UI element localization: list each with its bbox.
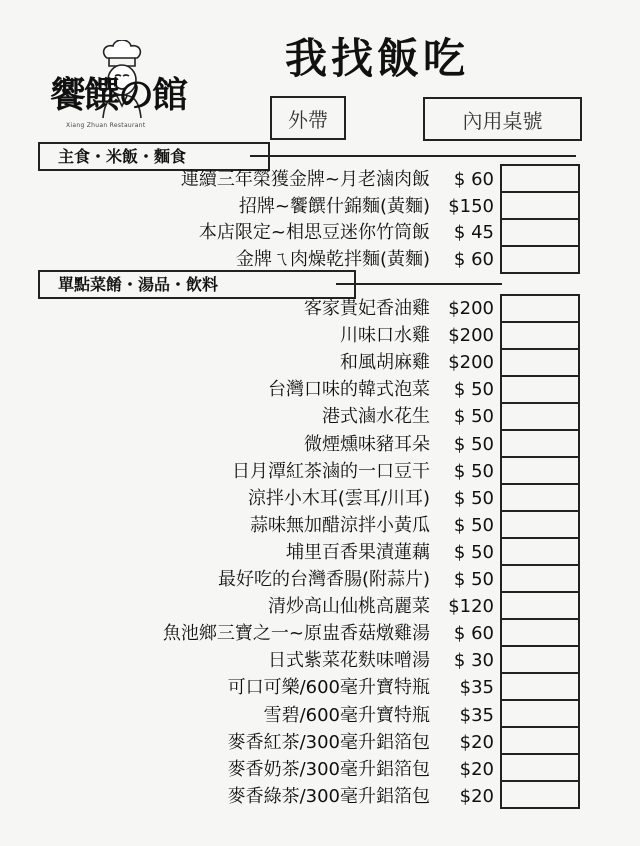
item-price: $20	[459, 758, 494, 780]
item-price: $ 50	[453, 433, 494, 455]
item-price: $ 50	[453, 514, 494, 536]
item-name: 涼拌小木耳(雲耳/川耳)	[247, 487, 430, 509]
item-name: 港式滷水花生	[322, 406, 430, 428]
item-price: $ 60	[453, 248, 494, 270]
quantity-cell[interactable]	[502, 782, 578, 809]
menu-item	[228, 730, 494, 756]
item-name: 微煙燻味豬耳朵	[304, 433, 430, 455]
menu-item	[181, 167, 494, 193]
quantity-cell[interactable]	[502, 296, 578, 323]
section-divider	[250, 155, 576, 157]
quantity-cell[interactable]	[502, 247, 578, 274]
item-name: 可口可樂/600毫升寶特瓶	[227, 677, 430, 699]
menu-item	[236, 247, 494, 273]
quantity-cell[interactable]	[502, 620, 578, 647]
item-price: $ 50	[453, 487, 494, 509]
side-quantity-grid	[500, 294, 580, 809]
item-price: $ 50	[453, 406, 494, 428]
quantity-cell[interactable]	[502, 220, 578, 247]
menu-item	[228, 784, 494, 810]
item-name: 日式紫菜花麩味噌湯	[268, 650, 430, 672]
quantity-cell[interactable]	[502, 512, 578, 539]
item-price: $20	[459, 731, 494, 753]
quantity-cell[interactable]	[502, 323, 578, 350]
quantity-cell[interactable]	[502, 539, 578, 566]
item-name: 埔里百香果漬蓮藕	[286, 541, 430, 563]
takeout-option[interactable]	[270, 96, 346, 140]
quantity-cell[interactable]	[502, 350, 578, 377]
section-divider	[336, 283, 502, 285]
item-name: 客家貴妃香油雞	[304, 298, 430, 319]
menu-item	[248, 486, 494, 512]
item-name: 魚池鄉三寶之一~原盅香菇燉雞湯	[162, 623, 430, 645]
item-name: 本店限定~相思豆迷你竹筒飯	[198, 222, 430, 243]
menu-item	[340, 323, 494, 349]
item-name: 台灣口味的韓式泡菜	[268, 379, 430, 401]
menu-item	[304, 432, 494, 458]
quantity-cell[interactable]	[502, 593, 578, 620]
item-price: $ 30	[453, 650, 494, 672]
item-name: 雪碧/600毫升寶特瓶	[263, 704, 430, 726]
item-name: 麥香綠茶/300毫升鋁箔包	[227, 785, 430, 807]
dine-in-table-number[interactable]	[423, 97, 582, 141]
menu-item	[268, 648, 494, 674]
logo-text: 饗饌の館	[50, 75, 187, 116]
menu-item	[232, 459, 494, 485]
quantity-cell[interactable]	[502, 728, 578, 755]
item-name: 麥香紅茶/300毫升鋁箔包	[227, 731, 430, 753]
quantity-cell[interactable]	[502, 647, 578, 674]
quantity-cell[interactable]	[502, 701, 578, 728]
item-price: $ 50	[453, 541, 494, 563]
item-name: 麥香奶茶/300毫升鋁箔包	[227, 758, 430, 780]
quantity-cell[interactable]	[502, 431, 578, 458]
item-price: $200	[448, 352, 494, 374]
item-price: $35	[459, 677, 494, 699]
item-name: 和風胡麻雞	[340, 352, 430, 374]
section-header-sides: 單點菜餚・湯品・飲料	[38, 270, 356, 299]
menu-item	[264, 703, 494, 729]
quantity-cell[interactable]	[502, 404, 578, 431]
item-name: 最好吃的台灣香腸(附蒜片)	[217, 569, 430, 590]
logo-subtitle: Xiang Zhuan Restaurant	[66, 122, 146, 129]
quantity-cell[interactable]	[502, 193, 578, 220]
menu-item	[268, 594, 494, 620]
item-name: 川味口水雞	[340, 325, 430, 347]
item-name: 清炒高山仙桃高麗菜	[268, 596, 430, 618]
item-price: $150	[448, 195, 494, 217]
menu-item	[228, 675, 494, 701]
menu-item	[163, 621, 494, 647]
item-price: $35	[459, 704, 494, 726]
item-name: 連續三年榮獲金牌~月老滷肉飯	[180, 169, 430, 190]
menu-item	[286, 540, 494, 566]
quantity-cell[interactable]	[502, 377, 578, 404]
item-price: $ 50	[453, 460, 494, 482]
menu-item	[304, 296, 494, 322]
item-price: $ 50	[453, 569, 494, 590]
main-quantity-grid	[500, 164, 580, 274]
item-name: 日月潭紅茶滷的一口豆干	[232, 460, 430, 482]
item-price: $ 50	[453, 379, 494, 401]
quantity-cell[interactable]	[502, 674, 578, 701]
quantity-cell[interactable]	[502, 755, 578, 782]
item-price: $200	[448, 298, 494, 319]
menu-item	[268, 377, 494, 403]
item-name: 招牌~饗饌什錦麵(黃麵)	[238, 195, 430, 217]
menu-item	[199, 220, 494, 246]
quantity-cell[interactable]	[502, 485, 578, 512]
item-name: 金牌ㄟ肉燥乾拌麵(黃麵)	[235, 248, 430, 270]
quantity-cell[interactable]	[502, 458, 578, 485]
menu-item	[322, 404, 494, 430]
item-price: $20	[459, 785, 494, 807]
quantity-cell[interactable]	[502, 566, 578, 593]
takeout-label: 外帶	[288, 107, 328, 132]
quantity-cell[interactable]	[502, 166, 578, 193]
page-title: 我找飯吃	[285, 34, 470, 83]
menu-item	[239, 194, 494, 220]
item-price: $200	[448, 325, 494, 347]
menu-item	[340, 350, 494, 376]
item-name: 蒜味無加醋涼拌小黃瓜	[250, 514, 430, 536]
menu-item	[228, 757, 494, 783]
item-price: $120	[448, 596, 494, 618]
item-price: $ 45	[453, 222, 494, 243]
item-price: $ 60	[453, 169, 494, 190]
section-header-main: 主食・米飯・麵食	[38, 142, 270, 171]
dine-in-label: 內用桌號	[462, 108, 543, 133]
menu-item	[218, 567, 494, 593]
item-price: $ 60	[453, 623, 494, 645]
menu-item	[250, 513, 494, 539]
